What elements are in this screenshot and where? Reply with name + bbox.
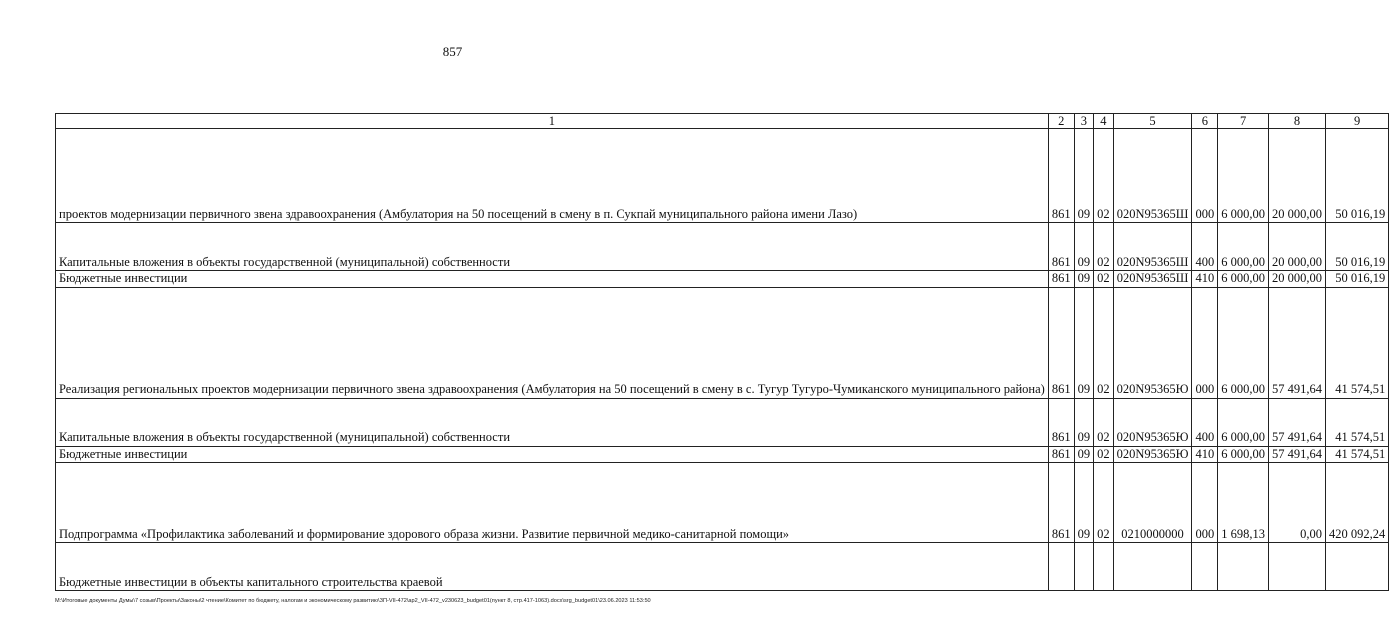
table-row [56, 223, 1389, 271]
table-row [56, 446, 1389, 463]
row-amount-8: 20 000,00 [1268, 223, 1325, 271]
row-code-5: 020N95365Ю [1113, 287, 1192, 398]
row-name: проектов модернизации первичного звена здравоохранения (Амбулатория на 50 посещений в смену в п. Сукпай муниципального района имени Лазо) [56, 129, 1049, 223]
row-code-4: 02 [1094, 446, 1114, 463]
row-amount-9: 50 016,19 [1325, 223, 1388, 271]
row-code-5: 0210000000 [1113, 463, 1192, 543]
row-name: Бюджетные инвестиции [56, 446, 1049, 463]
row-amount-7: 6 000,00 [1218, 398, 1269, 446]
row-code-2: 861 [1048, 463, 1074, 543]
row-code-5: 020N95365Ш [1113, 271, 1192, 288]
row-code-4: 02 [1094, 223, 1114, 271]
row-amount-9 [1325, 543, 1388, 591]
row-code-4 [1094, 543, 1114, 591]
header-cell-5: 5 [1113, 114, 1192, 129]
table-row [56, 129, 1389, 223]
row-code-4: 02 [1094, 463, 1114, 543]
row-code-5 [1113, 543, 1192, 591]
row-code-3: 09 [1074, 271, 1094, 288]
row-amount-8: 57 491,64 [1268, 287, 1325, 398]
row-code-6: 000 [1192, 287, 1218, 398]
row-amount-7: 6 000,00 [1218, 446, 1269, 463]
header-cell-3: 3 [1074, 114, 1094, 129]
row-name: Подпрограмма «Профилактика заболеваний и формирование здорового образа жизни. Развитие первичной медико-санитарной помощи» [56, 463, 1049, 543]
document-path-footer: M:\Итоговые документы Думы\7 созыв\Проекты\Законы\2 чтение\Комитет по бюджету, налогам и экономическому развитию\ЗП-VII-472\ар2_VII-472_v230623_budget01(пункт 8, стр.417-1063).docx\srg_budget01\23.06.2023 11:53:50 [55, 598, 651, 604]
header-cell-9: 9 [1325, 114, 1388, 129]
row-amount-9: 41 574,51 [1325, 446, 1388, 463]
table-row [56, 543, 1389, 591]
row-code-4: 02 [1094, 129, 1114, 223]
row-code-6: 410 [1192, 271, 1218, 288]
row-code-5: 020N95365Ш [1113, 223, 1192, 271]
row-code-3: 09 [1074, 463, 1094, 543]
row-code-2: 861 [1048, 287, 1074, 398]
header-cell-1: 1 [56, 114, 1049, 129]
row-amount-8: 57 491,64 [1268, 446, 1325, 463]
row-code-3: 09 [1074, 398, 1094, 446]
table-header-row [56, 114, 1389, 129]
row-code-5: 020N95365Ю [1113, 446, 1192, 463]
row-code-6 [1192, 543, 1218, 591]
row-code-2: 861 [1048, 398, 1074, 446]
row-code-6: 410 [1192, 446, 1218, 463]
row-code-2: 861 [1048, 223, 1074, 271]
row-code-2: 861 [1048, 446, 1074, 463]
row-code-6: 400 [1192, 223, 1218, 271]
row-code-4: 02 [1094, 287, 1114, 398]
row-amount-9: 420 092,24 [1325, 463, 1388, 543]
row-amount-7: 6 000,00 [1218, 271, 1269, 288]
row-code-2: 861 [1048, 271, 1074, 288]
row-amount-8 [1268, 543, 1325, 591]
row-code-3: 09 [1074, 223, 1094, 271]
row-amount-9: 50 016,19 [1325, 271, 1388, 288]
table-row [56, 398, 1389, 446]
table-row [56, 271, 1389, 288]
row-code-6: 400 [1192, 398, 1218, 446]
row-amount-8: 20 000,00 [1268, 129, 1325, 223]
row-code-3: 09 [1074, 287, 1094, 398]
table-row [56, 463, 1389, 543]
row-amount-7: 6 000,00 [1218, 129, 1269, 223]
row-code-3: 09 [1074, 129, 1094, 223]
table-row [56, 287, 1389, 398]
row-amount-9: 41 574,51 [1325, 398, 1388, 446]
row-code-5: 020N95365Ш [1113, 129, 1192, 223]
row-code-5: 020N95365Ю [1113, 398, 1192, 446]
row-code-4: 02 [1094, 271, 1114, 288]
row-name: Капитальные вложения в объекты государственной (муниципальной) собственности [56, 223, 1049, 271]
row-amount-8: 57 491,64 [1268, 398, 1325, 446]
row-code-3: 09 [1074, 446, 1094, 463]
row-name: Капитальные вложения в объекты государственной (муниципальной) собственности [56, 398, 1049, 446]
row-name: Бюджетные инвестиции в объекты капитального строительства краевой [56, 543, 1049, 591]
row-amount-7: 6 000,00 [1218, 287, 1269, 398]
header-cell-2: 2 [1048, 114, 1074, 129]
row-code-3 [1074, 543, 1094, 591]
row-amount-7: 6 000,00 [1218, 223, 1269, 271]
row-amount-9: 50 016,19 [1325, 129, 1388, 223]
row-amount-7: 1 698,13 [1218, 463, 1269, 543]
header-cell-7: 7 [1218, 114, 1269, 129]
row-amount-7 [1218, 543, 1269, 591]
row-code-2 [1048, 543, 1074, 591]
row-code-6: 000 [1192, 129, 1218, 223]
row-code-4: 02 [1094, 398, 1114, 446]
header-cell-8: 8 [1268, 114, 1325, 129]
header-cell-4: 4 [1094, 114, 1114, 129]
row-code-6: 000 [1192, 463, 1218, 543]
row-amount-9: 41 574,51 [1325, 287, 1388, 398]
row-amount-8: 0,00 [1268, 463, 1325, 543]
budget-table [55, 113, 1389, 591]
row-name: Бюджетные инвестиции [56, 271, 1049, 288]
header-cell-6: 6 [1192, 114, 1218, 129]
page-number: 857 [442, 44, 463, 59]
row-name: Реализация региональных проектов модернизации первичного звена здравоохранения (Амбулатория на 50 посещений в смену в с. Тугур Тугуро-Чумиканского муниципального района) [56, 287, 1049, 398]
row-amount-8: 20 000,00 [1268, 271, 1325, 288]
row-code-2: 861 [1048, 129, 1074, 223]
